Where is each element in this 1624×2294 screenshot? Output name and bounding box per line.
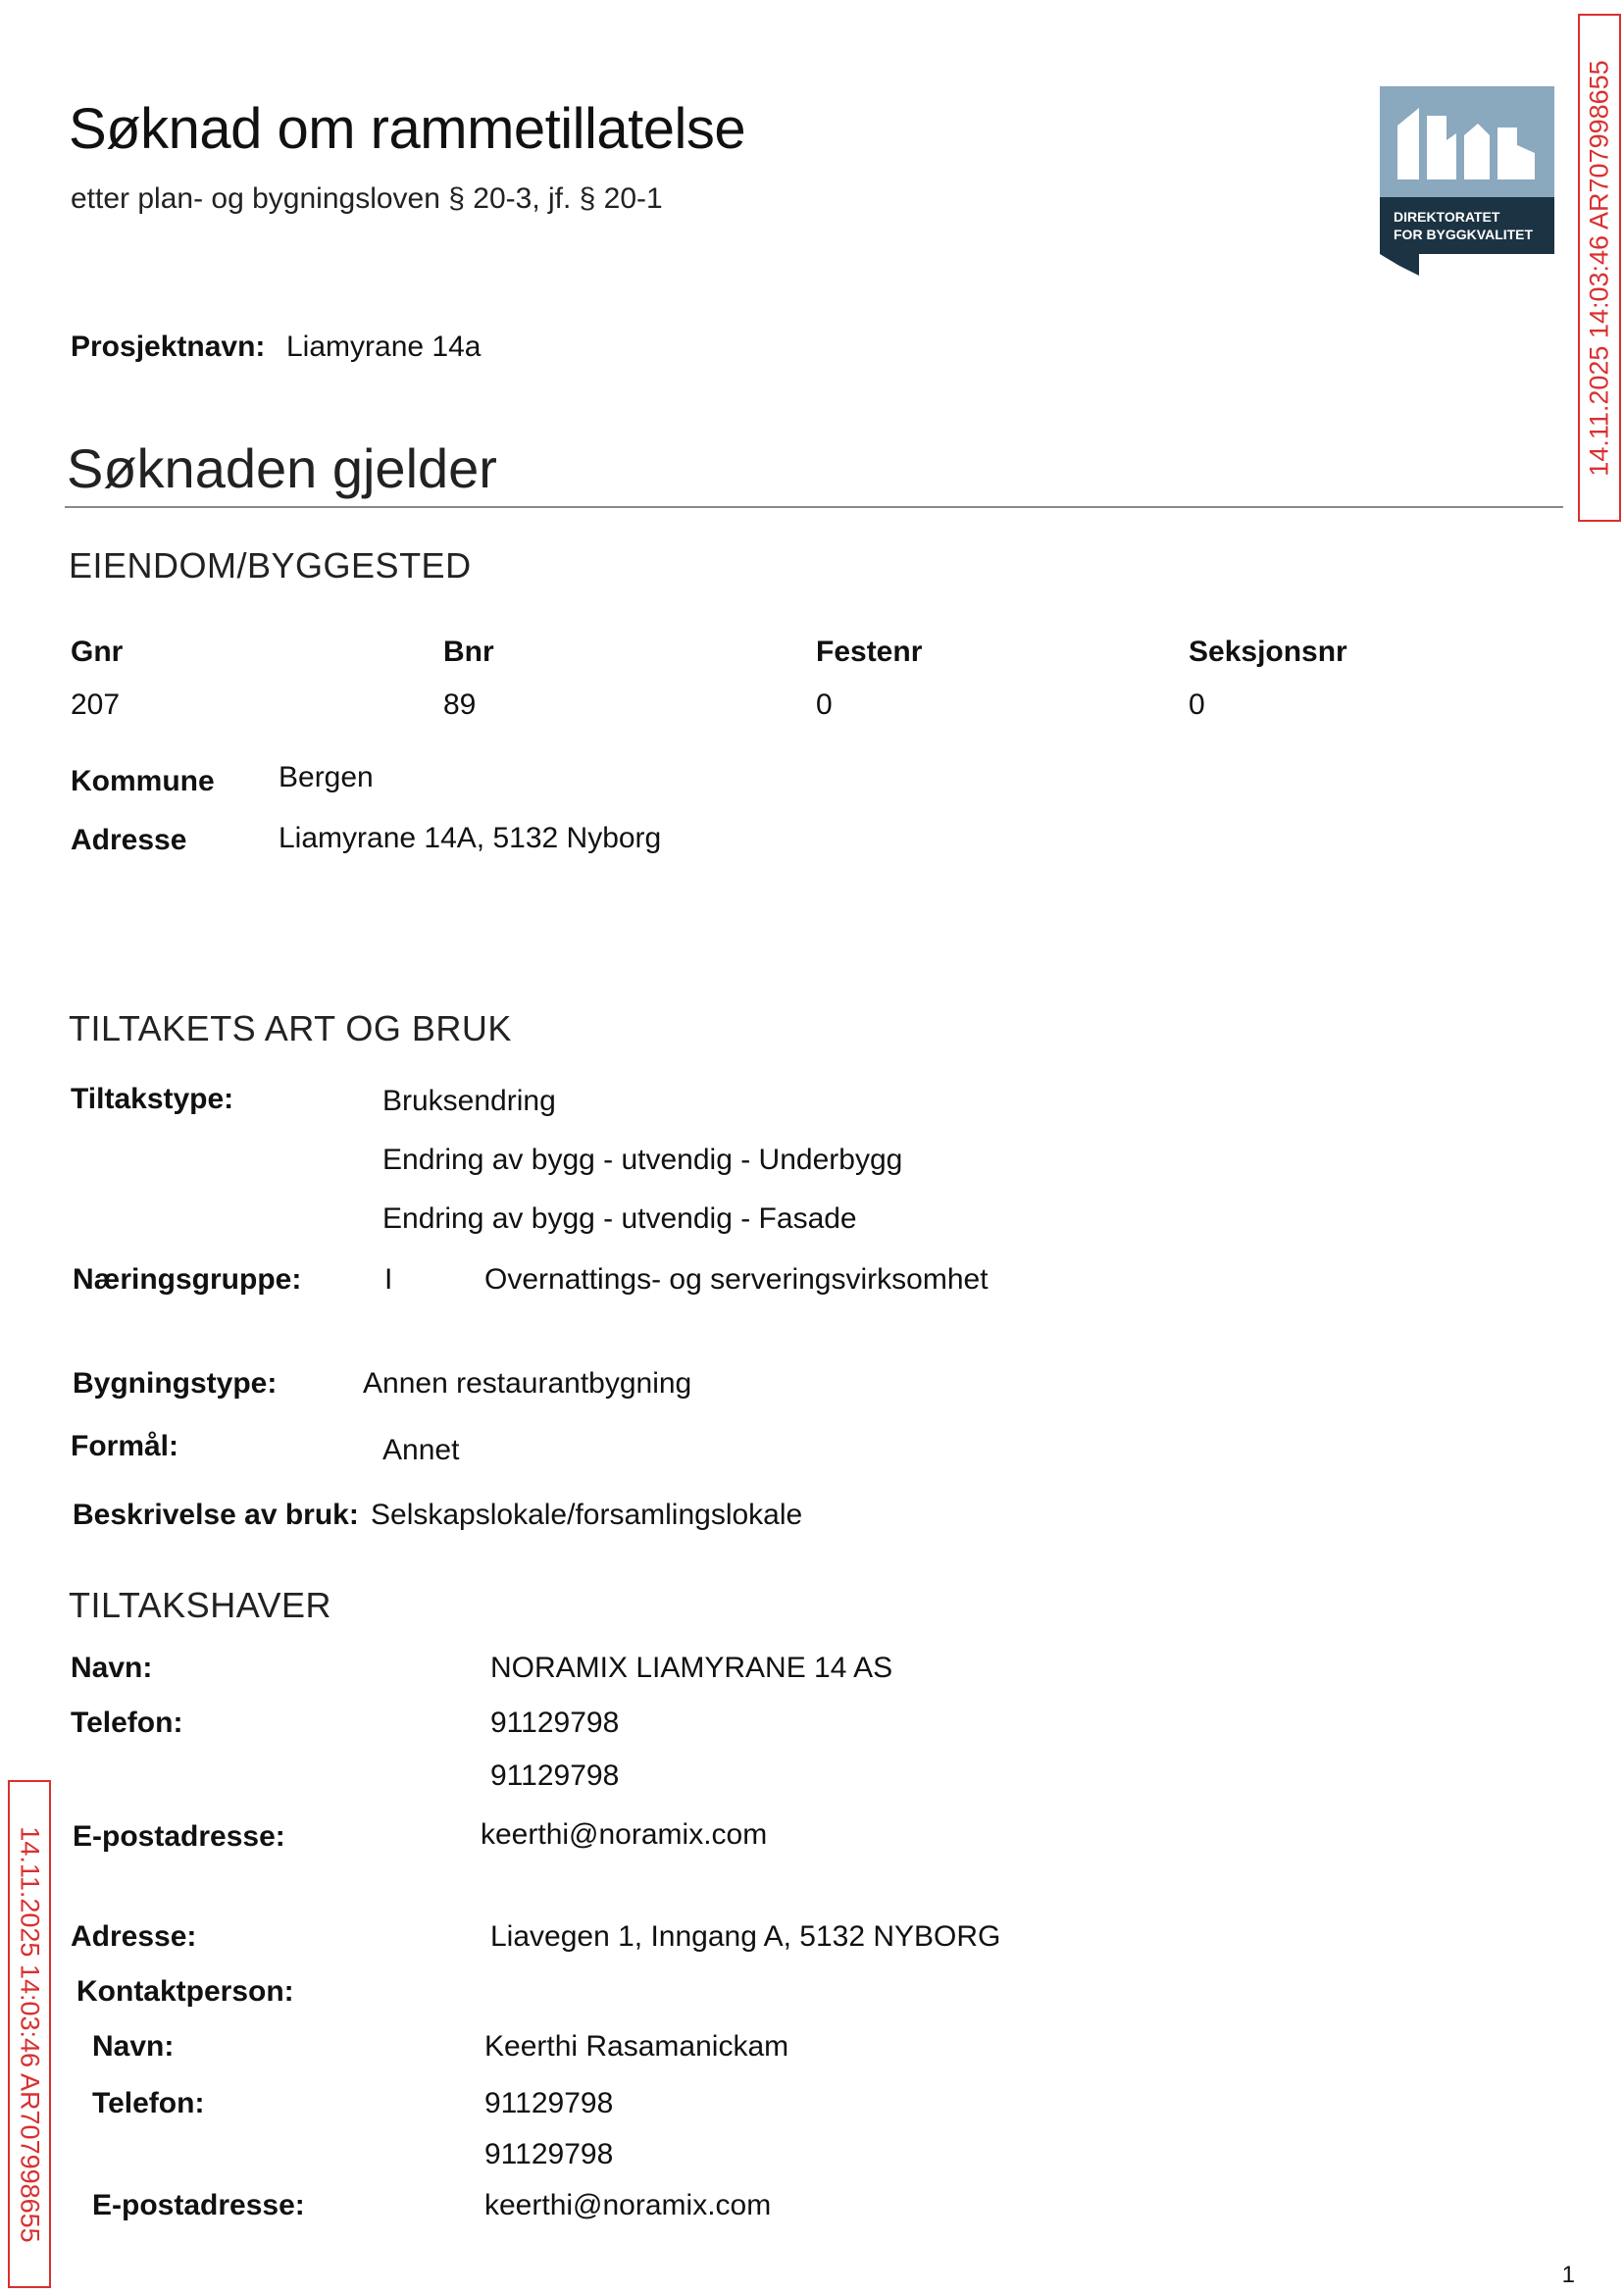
gnr-value: 207	[71, 688, 121, 721]
bnr-label: Bnr	[443, 636, 494, 668]
tiltakshaver-epost-label: E-postadresse:	[73, 1820, 285, 1853]
stamp-text: 14.11.2025 14:03:46 AR707998655	[15, 1825, 45, 2243]
project-name-value: Liamyrane 14a	[286, 331, 482, 363]
tiltakshaver-adresse-value: Liavegen 1, Inngang A, 5132 NYBORG	[490, 1920, 1001, 1953]
festenr-label: Festenr	[816, 636, 923, 668]
tiltakshaver-epost-value: keerthi@noramix.com	[481, 1818, 768, 1851]
tiltakstype-item: Endring av bygg - utvendig - Underbygg	[382, 1144, 903, 1176]
bygningstype-value: Annen restaurantbygning	[363, 1367, 692, 1400]
tiltakstype-item: Bruksendring	[382, 1085, 556, 1117]
kontakt-telefon-label: Telefon:	[92, 2087, 205, 2119]
kommune-value: Bergen	[279, 761, 374, 793]
adresse-label: Adresse	[71, 824, 187, 856]
document-title: Søknad om rammetillatelse	[69, 97, 746, 161]
kontakt-telefon-value: 91129798	[484, 2087, 614, 2119]
kontakt-navn-label: Navn:	[92, 2030, 175, 2063]
dibk-logo	[1380, 86, 1554, 276]
beskrivelse-label: Beskrivelse av bruk:	[73, 1499, 359, 1531]
tiltakshaver-navn-value: NORAMIX LIAMYRANE 14 AS	[490, 1652, 893, 1684]
section-divider	[65, 506, 1563, 508]
kontaktperson-label: Kontaktperson:	[76, 1975, 294, 2008]
formal-value: Annet	[382, 1434, 460, 1466]
tiltakshaver-telefon-label: Telefon:	[71, 1707, 183, 1739]
logo-text-line1: DIREKTORATET	[1394, 209, 1500, 225]
tiltak-heading: TILTAKETS ART OG BRUK	[69, 1008, 512, 1048]
eiendom-heading: EIENDOM/BYGGESTED	[69, 545, 472, 586]
page-number: 1	[1561, 2262, 1575, 2288]
beskrivelse-value: Selskapslokale/forsamlingslokale	[371, 1499, 803, 1531]
kontakt-epost-value: keerthi@noramix.com	[484, 2189, 772, 2221]
festenr-value: 0	[816, 688, 833, 721]
document-subtitle: etter plan- og bygningsloven § 20-3, jf. § 20-1	[71, 182, 663, 215]
adresse-value: Liamyrane 14A, 5132 Nyborg	[279, 822, 662, 854]
tiltakshaver-adresse-label: Adresse:	[71, 1920, 197, 1953]
timestamp-stamp-top	[1578, 14, 1621, 522]
dibk-logo-graphic	[1380, 86, 1554, 276]
logo-text-line2: FOR BYGGKVALITET	[1394, 227, 1534, 242]
timestamp-stamp-left	[8, 1780, 51, 2288]
tiltakshaver-telefon-value: 91129798	[490, 1707, 620, 1739]
seksjonsnr-value: 0	[1189, 688, 1205, 721]
section-title: Søknaden gjelder	[67, 437, 497, 499]
formal-label: Formål:	[71, 1430, 179, 1462]
naeringsgruppe-value: Overnattings- og serveringsvirksomhet	[484, 1263, 989, 1296]
bygningstype-label: Bygningstype:	[73, 1367, 278, 1400]
kontakt-navn-value: Keerthi Rasamanickam	[484, 2030, 789, 2063]
kontakt-telefon-value: 91129798	[484, 2138, 614, 2170]
kommune-label: Kommune	[71, 765, 215, 797]
tiltakshaver-navn-label: Navn:	[71, 1652, 153, 1684]
seksjonsnr-label: Seksjonsnr	[1189, 636, 1347, 668]
stamp-text: 14.11.2025 14:03:46 AR707998655	[1584, 59, 1614, 477]
gnr-label: Gnr	[71, 636, 124, 668]
naeringsgruppe-code: I	[384, 1263, 393, 1296]
tiltakshaver-heading: TILTAKSHAVER	[69, 1585, 332, 1625]
tiltakshaver-telefon-value: 91129798	[490, 1759, 620, 1792]
project-name-label: Prosjektnavn:	[71, 331, 266, 363]
kontakt-epost-label: E-postadresse:	[92, 2189, 305, 2221]
naeringsgruppe-label: Næringsgruppe:	[73, 1263, 302, 1296]
bnr-value: 89	[443, 688, 477, 721]
tiltakstype-item: Endring av bygg - utvendig - Fasade	[382, 1202, 857, 1235]
tiltakstype-label: Tiltakstype:	[71, 1083, 234, 1115]
